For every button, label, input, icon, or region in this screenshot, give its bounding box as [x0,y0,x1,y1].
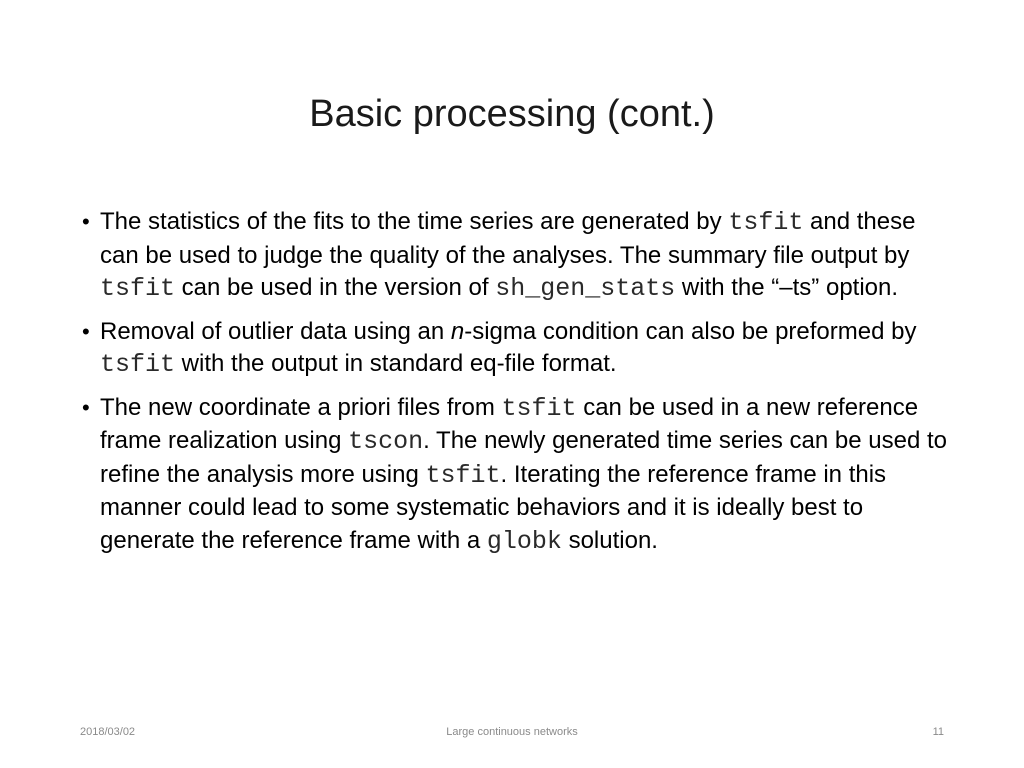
bullet-item [76,392,956,559]
page-number: 11 [932,726,944,738]
code-segment: tsfit [425,460,501,490]
text-segment: . The newly generated time series can be used to refine the analysis more using [100,427,948,488]
bullet-list [76,206,956,568]
text-segment: The statistics of the fits to the time series are generated by [100,208,729,235]
text-segment: can be used in the version of [175,274,496,301]
text-segment: with the “–ts” option. [675,274,899,301]
code-segment: globk [486,526,562,556]
italic-segment: n [450,317,465,345]
bullet-item [76,316,956,382]
bullet-icon: • [82,318,90,344]
bullet-icon: • [82,209,90,234]
text-segment: The new coordinate a priori files from [100,393,502,421]
bullet-item [76,206,956,306]
code-segment: tsfit [501,393,577,423]
text-segment: and these can be used to judge the quality of the analyses. The summary file output by [100,208,916,269]
code-segment: tsfit [100,274,176,303]
text-segment: solution. [561,526,658,554]
text-segment: -sigma condition can also be preformed by [464,317,917,345]
code-segment: tsfit [728,208,804,237]
code-segment: tsfit [100,350,176,379]
bullet-text [100,208,915,301]
text-segment: with the output in standard eq-file format. [175,350,617,377]
text-segment: can be used in a new reference frame realization using [100,393,919,454]
footer-date: 2018/03/02 [80,726,136,738]
text-segment: Removal of outlier data using an [100,317,451,345]
bullet-text [100,318,916,378]
footer-title: Large continuous networks [446,726,578,738]
bullet-icon: • [82,394,90,420]
code-segment: tscon [348,427,424,456]
code-segment: sh_gen_stats [495,274,676,303]
bullet-text [100,394,947,554]
slide-title: Basic processing (cont.) [309,93,715,135]
text-segment: . Iterating the reference frame in this manner could lead to some systematic behaviors and it is ideally best to generate the reference frame with a [100,460,887,554]
